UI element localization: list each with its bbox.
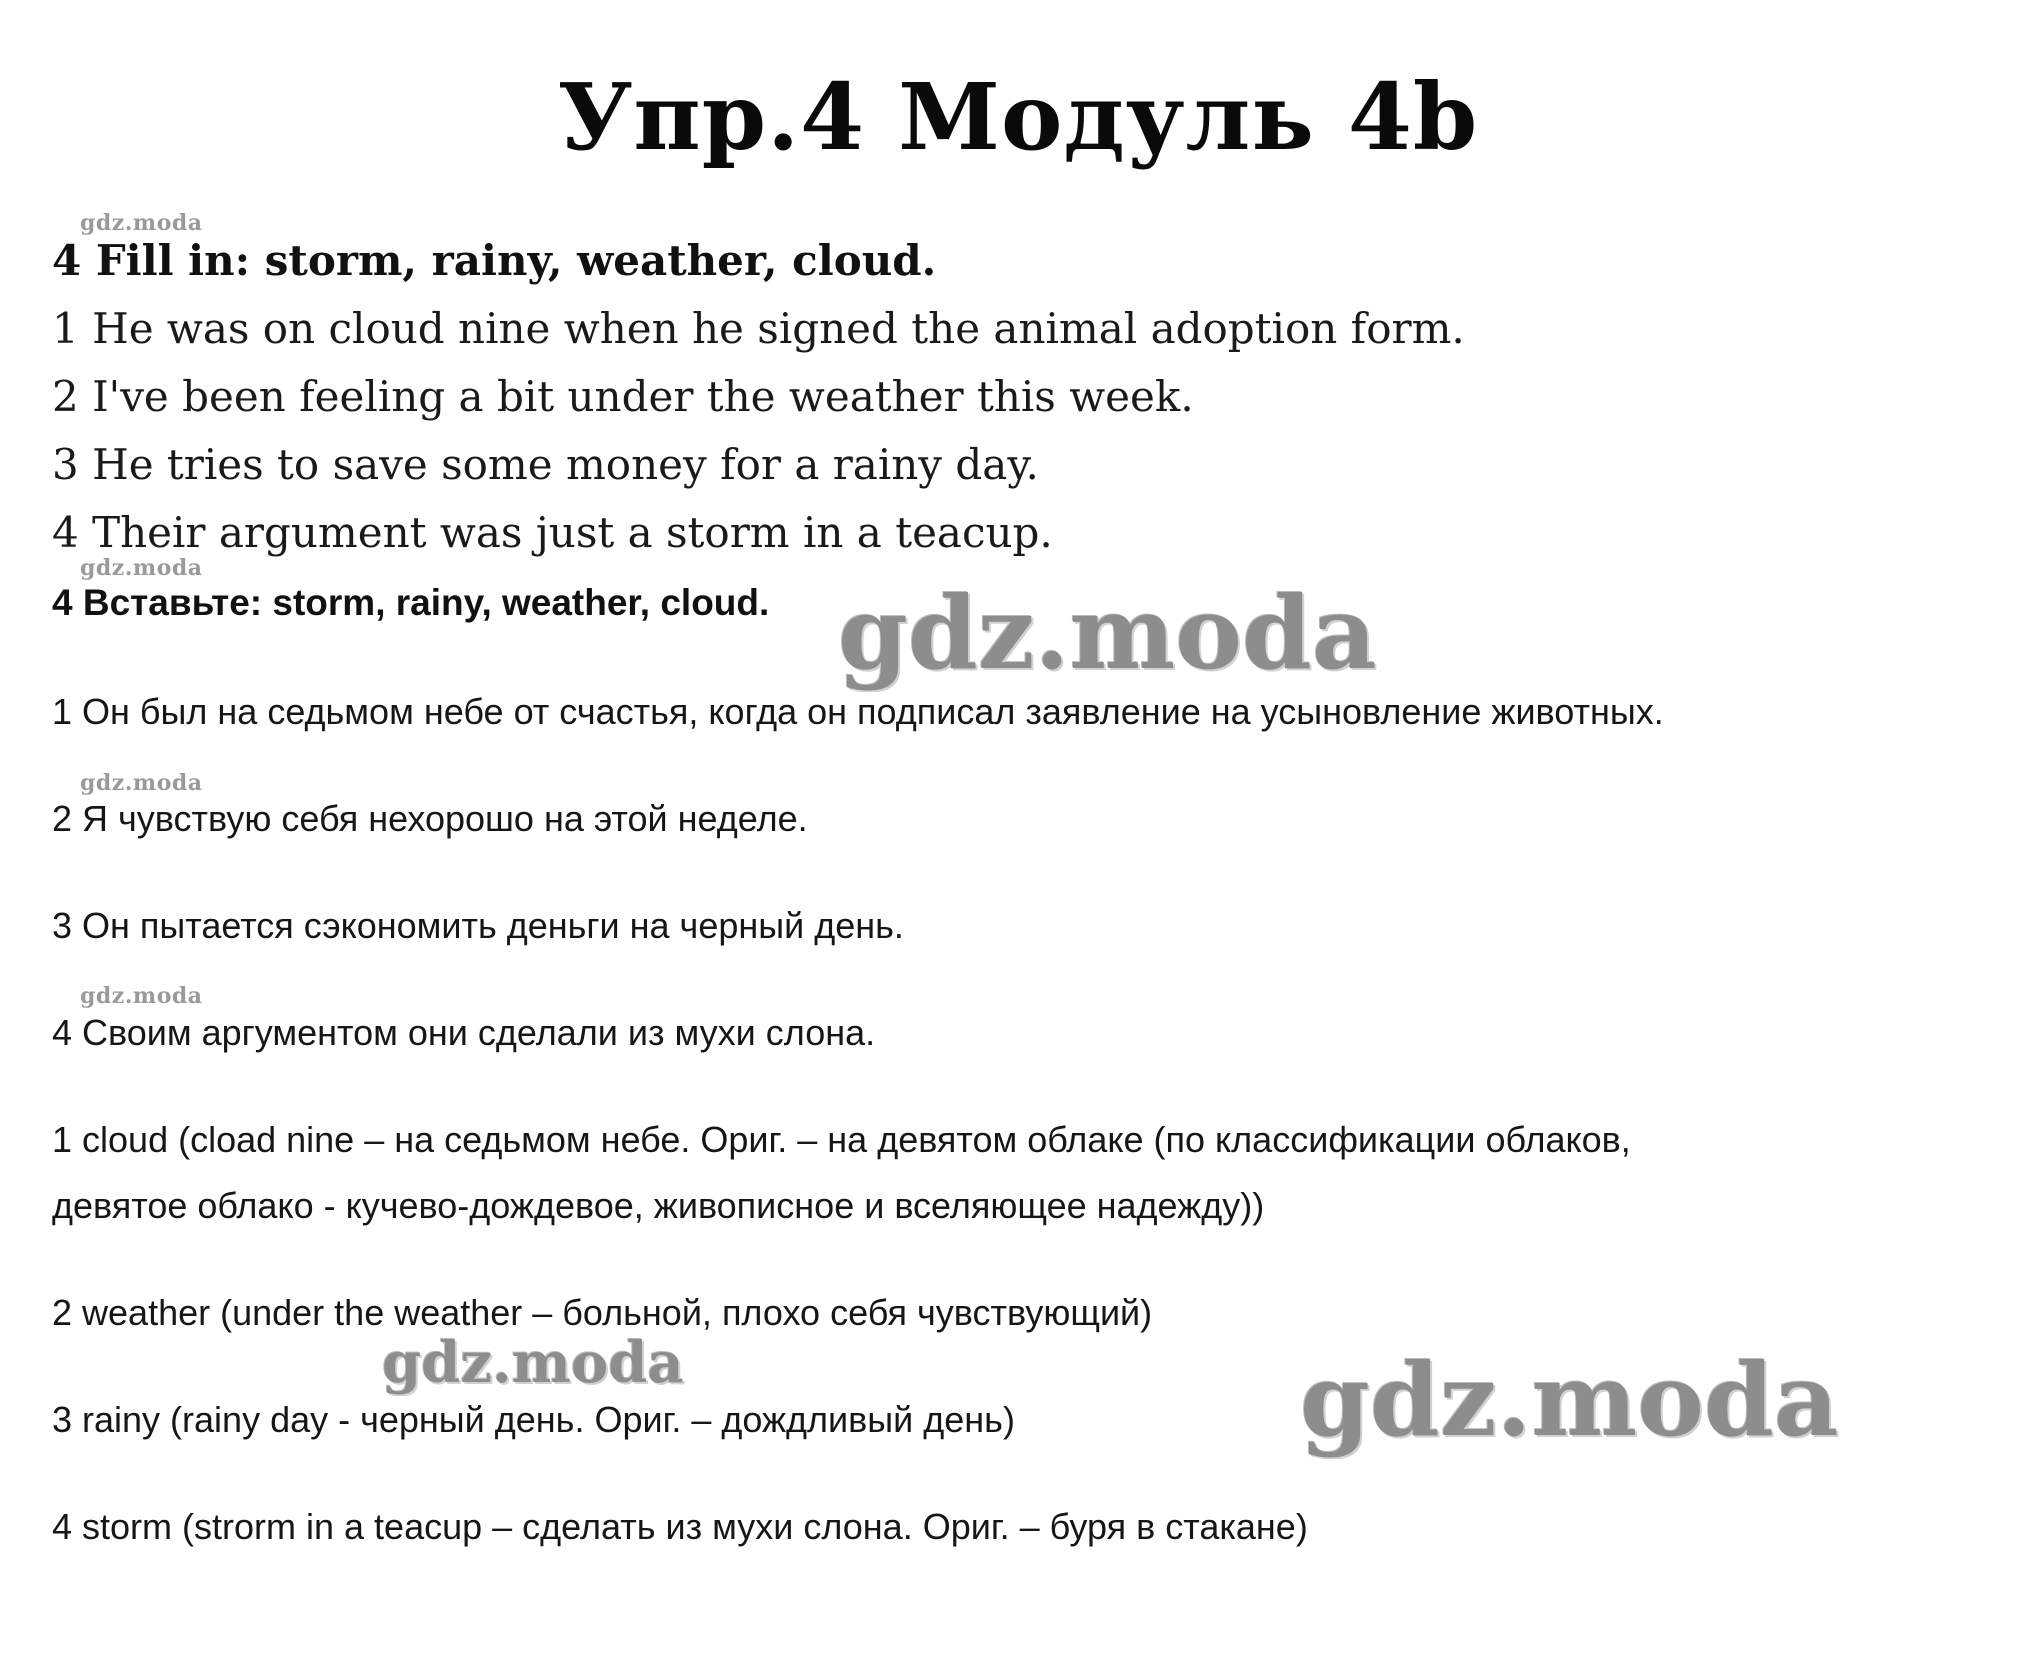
page-title: Упр.4 Модуль 4b bbox=[557, 63, 1479, 171]
russian-sentence-4: 4 Своим аргументом они сделали из мухи слона. bbox=[52, 1012, 876, 1053]
english-sentence-4: 4 Their argument was just a storm in a teacup. bbox=[52, 508, 1053, 557]
watermark-large: gdz.moda bbox=[838, 574, 1377, 692]
watermark-large: gdz.moda bbox=[1300, 1341, 1839, 1459]
russian-sentence-1: 1 Он был на седьмом небе от счастья, когда он подписал заявление на усыновление животных. bbox=[52, 691, 1664, 732]
english-task-heading: 4 Fill in: storm, rainy, weather, cloud. bbox=[52, 236, 937, 285]
english-sentence-2: 2 I've been feeling a bit under the weather this week. bbox=[52, 372, 1194, 421]
answer-3: 3 rainy (rainy day - черный день. Ориг. – дождливый день) bbox=[52, 1399, 1015, 1440]
russian-sentence-2: 2 Я чувствую себя нехорошо на этой неделе. bbox=[52, 798, 808, 839]
watermark-medium: gdz.moda bbox=[382, 1330, 684, 1396]
watermark-small: gdz.moda bbox=[80, 555, 203, 581]
english-sentence-3: 3 He tries to save some money for a rainy day. bbox=[52, 440, 1039, 489]
english-sentence-1: 1 He was on cloud nine when he signed the animal adoption form. bbox=[52, 304, 1465, 353]
russian-task-heading: 4 Вставьте: storm, rainy, weather, cloud. bbox=[52, 582, 770, 623]
answer-4: 4 storm (strorm in a teacup – сделать из мухи слона. Ориг. – буря в стакане) bbox=[52, 1506, 1308, 1547]
watermark-small: gdz.moda bbox=[80, 210, 203, 236]
watermark-small: gdz.moda bbox=[80, 983, 203, 1009]
answer-1-continued: девятое облако - кучево-дождевое, живописное и вселяющее надежду)) bbox=[52, 1185, 1265, 1226]
russian-sentence-3: 3 Он пытается сэкономить деньги на черный день. bbox=[52, 905, 904, 946]
answer-1: 1 cloud (cload nine – на седьмом небе. Ориг. – на девятом облаке (по классификации облаков, bbox=[52, 1119, 1631, 1160]
answer-2: 2 weather (under the weather – больной, плохо себя чувствующий) bbox=[52, 1292, 1153, 1333]
watermark-small: gdz.moda bbox=[80, 770, 203, 796]
